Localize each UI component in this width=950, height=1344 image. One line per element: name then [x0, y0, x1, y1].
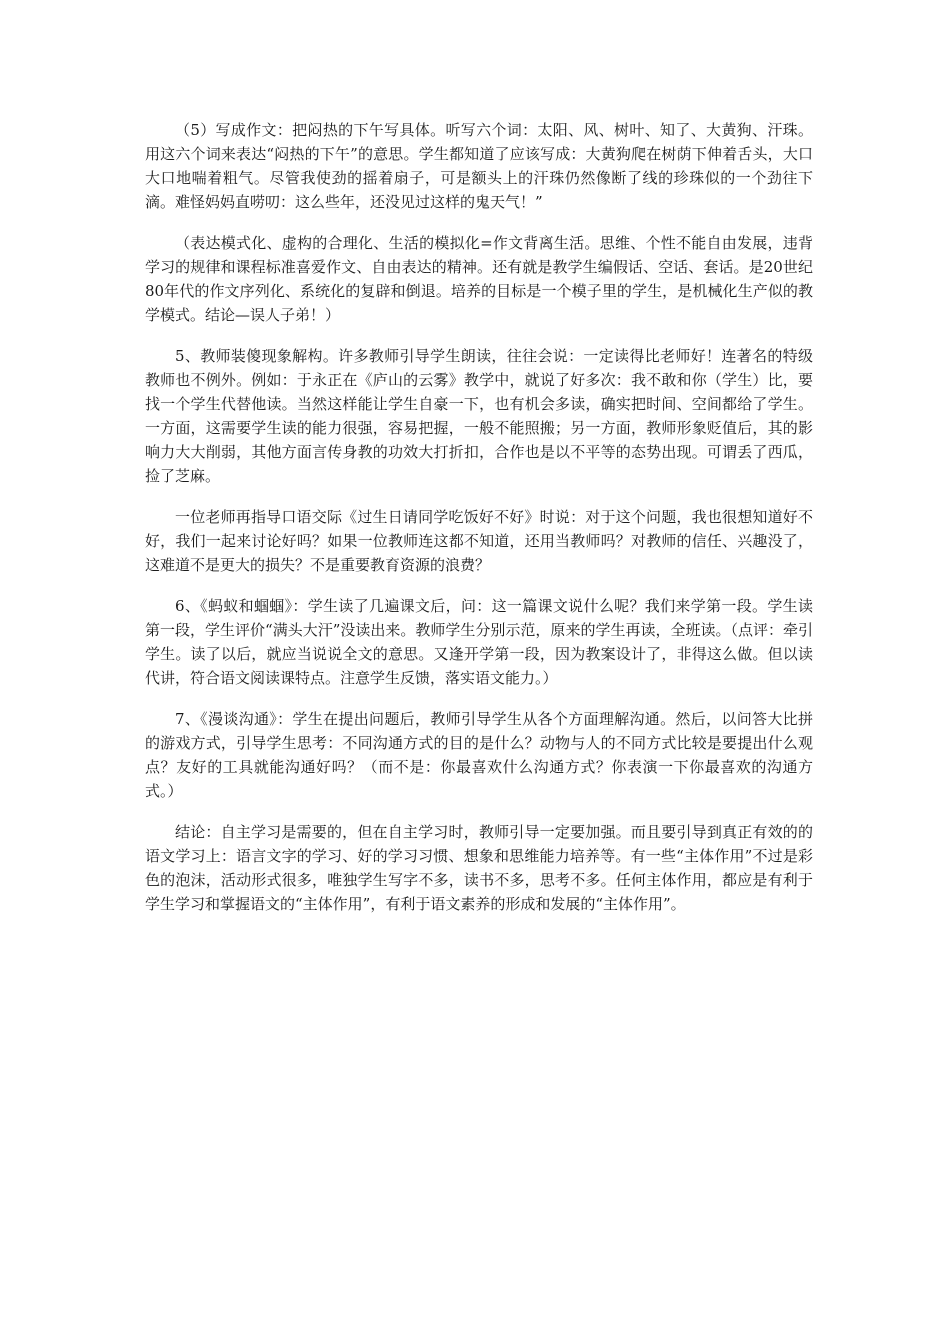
paragraph-teacher-feigning: 5、教师装傻现象解构。许多教师引导学生朗读，往往会说：一定读得比老师好！连著名的特级教师也不例外。例如：于永正在《庐山的云雾》教学中，就说了好多次：我不敢和你（学生）比，要找一个学生代替他读。当然这样能让学生自豪一下，也有机会多读，确实把时间、空间都给了学生。一方面，这需要学生读的能力很强，容易把握，一般不能照搬；另一方面，教师形象贬值后，其的影响力大大削弱，其他方面言传身教的功效大打折扣，合作也是以不平等的态势出现。可谓丢了西瓜，捡了芝麻。 [145, 347, 813, 485]
paragraph-composition-example: （5）写成作文：把闷热的下午写具体。听写六个词：太阳、风、树叶、知了、大黄狗、汗珠。用这六个词来表达“闷热的下午”的意思。学生都知道了应该写成：大黄狗爬在树荫下伸着舌头，大口大口地喘着粗气。尽管我使劲的摇着扇子，可是额头上的汗珠仍然像断了线的珍珠似的一个劲往下滴。难怪妈妈直唠叨：这么些年，还没见过这样的鬼天气！” [145, 121, 813, 211]
paragraph-conclusion: 结论：自主学习是需要的，但在自主学习时，教师引导一定要加强。而且要引导到真正有效的的语文学习上：语言文字的学习、好的学习习惯、想象和思维能力培养等。有一些“主体作用”不过是彩色的泡沫，活动形式很多，唯独学生写字不多，读书不多，思考不多。任何主体作用，都应是有利于学生学习和掌握语文的“主体作用”，有利于语文素养的形成和发展的“主体作用”。 [145, 823, 813, 913]
paragraph-ants-and-grasshopper: 6、《蚂蚁和蝈蝈》：学生读了几遍课文后，问：这一篇课文说什么呢？我们来学第一段。学生读第一段，学生评价“满头大汗”没读出来。教师学生分别示范，原来的学生再读，全班读。（点评：牵引学生。读了以后，就应当说说全文的意思。又逢开学第一段，因为教案设计了，非得这么做。但以读代讲，符合语文阅读课特点。注意学生反馈，落实语文能力。） [145, 597, 813, 687]
paragraph-oral-communication: 一位老师再指导口语交际《过生日请同学吃饭好不好》时说：对于这个问题，我也很想知道好不好，我们一起来讨论好吗？如果一位教师连这都不知道，还用当教师吗？对教师的信任、兴趣没了，这难道不是更大的损失？不是重要教育资源的浪费？ [145, 508, 813, 574]
paragraph-talking-about-communication: 7、《漫谈沟通》：学生在提出问题后，教师引导学生从各个方面理解沟通。然后，以问答大比拼的游戏方式，引导学生思考：不同沟通方式的目的是什么？动物与人的不同方式比较是要提出什么观点？友好的工具就能沟通好吗？（而不是：你最喜欢什么沟通方式？你表演一下你最喜欢的沟通方式。） [145, 710, 813, 800]
document-body [145, 118, 813, 933]
paragraph-composition-critique: （表达模式化、虚构的合理化、生活的模拟化=作文背离生活。思维、个性不能自由发展，违背学习的规律和课程标准喜爱作文、自由表达的精神。还有就是教学生编假话、空话、套话。是20世纪80年代的作文序列化、系统化的复辟和倒退。培养的目标是一个模子里的学生，是机械化生产似的教学模式。结论—误人子弟！） [145, 234, 813, 324]
